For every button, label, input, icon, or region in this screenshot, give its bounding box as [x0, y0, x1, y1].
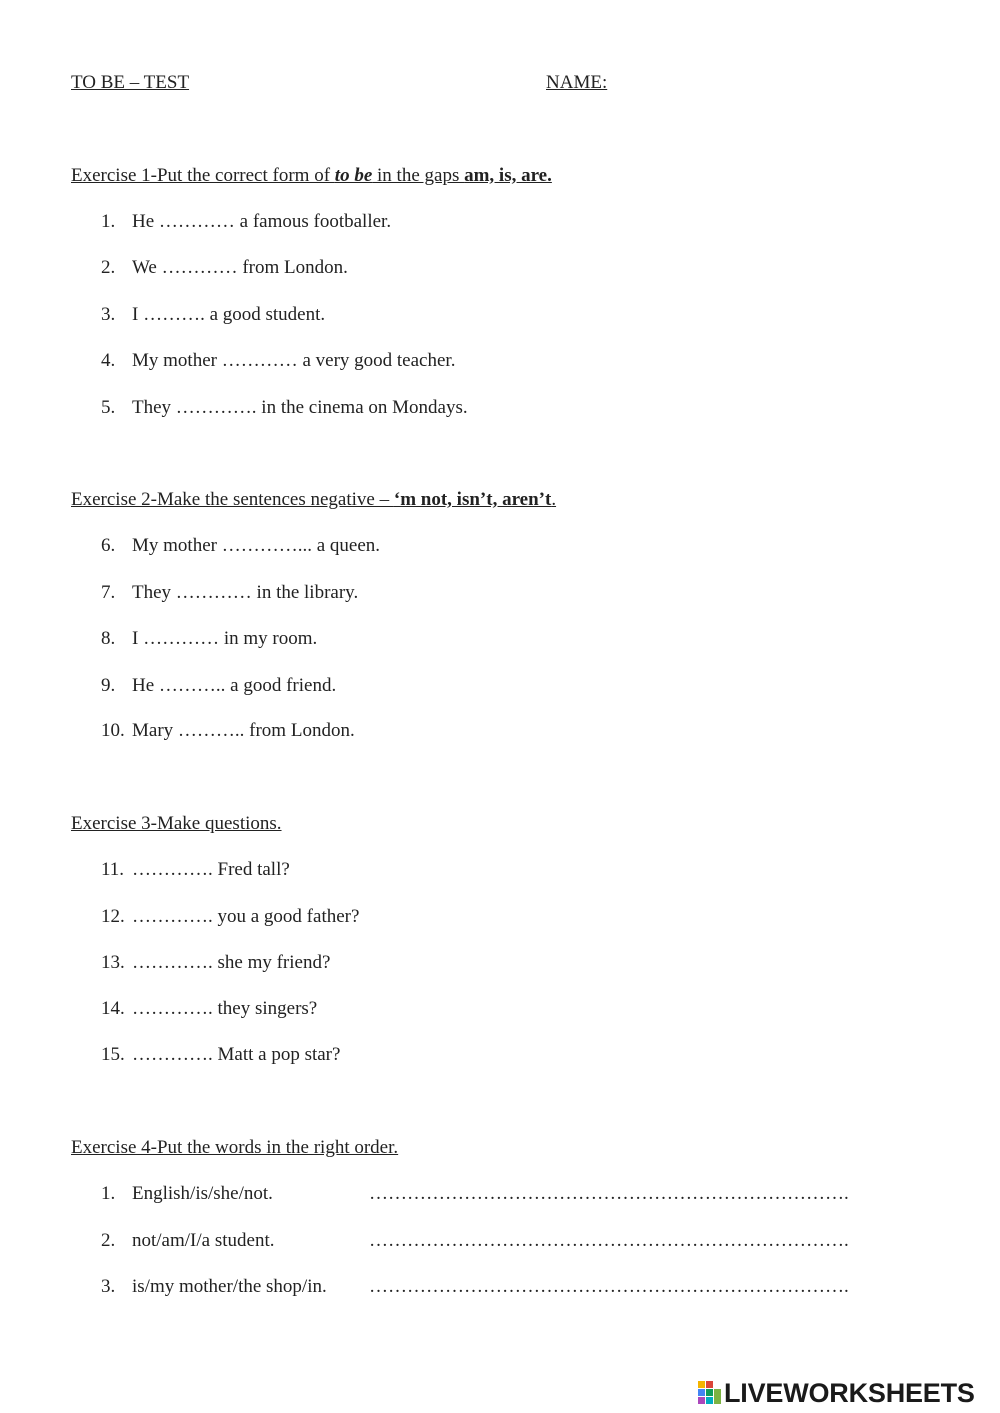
answer-line[interactable]: …………………………………………………………………. [369, 1183, 849, 1204]
exercise-2-heading-suffix: . [551, 489, 557, 510]
item-text: …………. she my friend? [132, 952, 331, 973]
item-text: We ………… from London. [132, 257, 348, 278]
item-number: 13. [101, 952, 125, 973]
liveworksheets-logo[interactable] [698, 1378, 994, 1408]
test-title: TO BE – TEST [71, 72, 190, 93]
answer-line[interactable]: …………………………………………………………………. [369, 1276, 849, 1297]
exercise-4-heading: Exercise 4-Put the words in the right order. [71, 1137, 399, 1158]
item-number: 4. [101, 350, 116, 371]
item-number: 8. [101, 628, 116, 649]
exercise-2-heading-text: Exercise 2-Make the sentences negative – [71, 489, 394, 510]
exercise-3-heading: Exercise 3-Make questions. [71, 813, 282, 834]
item-number: 1. [101, 211, 116, 232]
item-text: not/am/I/a student. [132, 1230, 275, 1251]
item-text: …………. you a good father? [132, 906, 360, 927]
item-text: I ………. a good student. [132, 304, 326, 325]
item-text: My mother ………… a very good teacher. [132, 350, 456, 371]
exercise-2-heading [71, 489, 556, 511]
item-text: He ……….. a good friend. [132, 675, 337, 696]
item-text: Mary ……….. from London. [132, 720, 355, 741]
exercise-1-heading [71, 165, 552, 187]
exercise-1-heading-mid: in the gaps [372, 165, 465, 186]
item-number: 2. [101, 1230, 116, 1251]
item-text: …………. Matt a pop star? [132, 1044, 341, 1065]
item-number: 9. [101, 675, 116, 696]
item-number: 3. [101, 1276, 116, 1297]
liveworksheets-logo-icon [698, 1381, 722, 1405]
item-number: 1. [101, 1183, 116, 1204]
item-text: They ………… in the library. [132, 582, 359, 603]
item-number: 14. [101, 998, 125, 1019]
item-text: My mother …………... a queen. [132, 535, 381, 556]
item-text: He ………… a famous footballer. [132, 211, 392, 232]
item-text: They …………. in the cinema on Mondays. [132, 397, 468, 418]
item-number: 12. [101, 906, 125, 927]
answer-line[interactable]: …………………………………………………………………. [369, 1230, 849, 1251]
item-text: is/my mother/the shop/in. [132, 1276, 327, 1297]
item-number: 3. [101, 304, 116, 325]
item-text: …………. Fred tall? [132, 859, 290, 880]
name-label: NAME: [546, 72, 608, 93]
item-number: 15. [101, 1044, 125, 1065]
item-number: 11. [101, 859, 125, 880]
item-text: English/is/she/not. [132, 1183, 273, 1204]
exercise-1-heading-text: Exercise 1-Put the correct form of [71, 165, 335, 186]
item-number: 2. [101, 257, 116, 278]
item-text: …………. they singers? [132, 998, 318, 1019]
item-text: I ………… in my room. [132, 628, 318, 649]
exercise-1-heading-options: am, is, are. [464, 165, 552, 186]
logo-text: LIVEWORKSHEETS [724, 1378, 975, 1408]
item-number: 7. [101, 582, 116, 603]
exercise-2-heading-options: ‘m not, isn’t, aren’t [393, 489, 552, 510]
item-number: 10. [101, 720, 125, 741]
item-number: 5. [101, 397, 116, 418]
exercise-1-heading-emphasis: to be [334, 165, 373, 186]
item-number: 6. [101, 535, 116, 556]
